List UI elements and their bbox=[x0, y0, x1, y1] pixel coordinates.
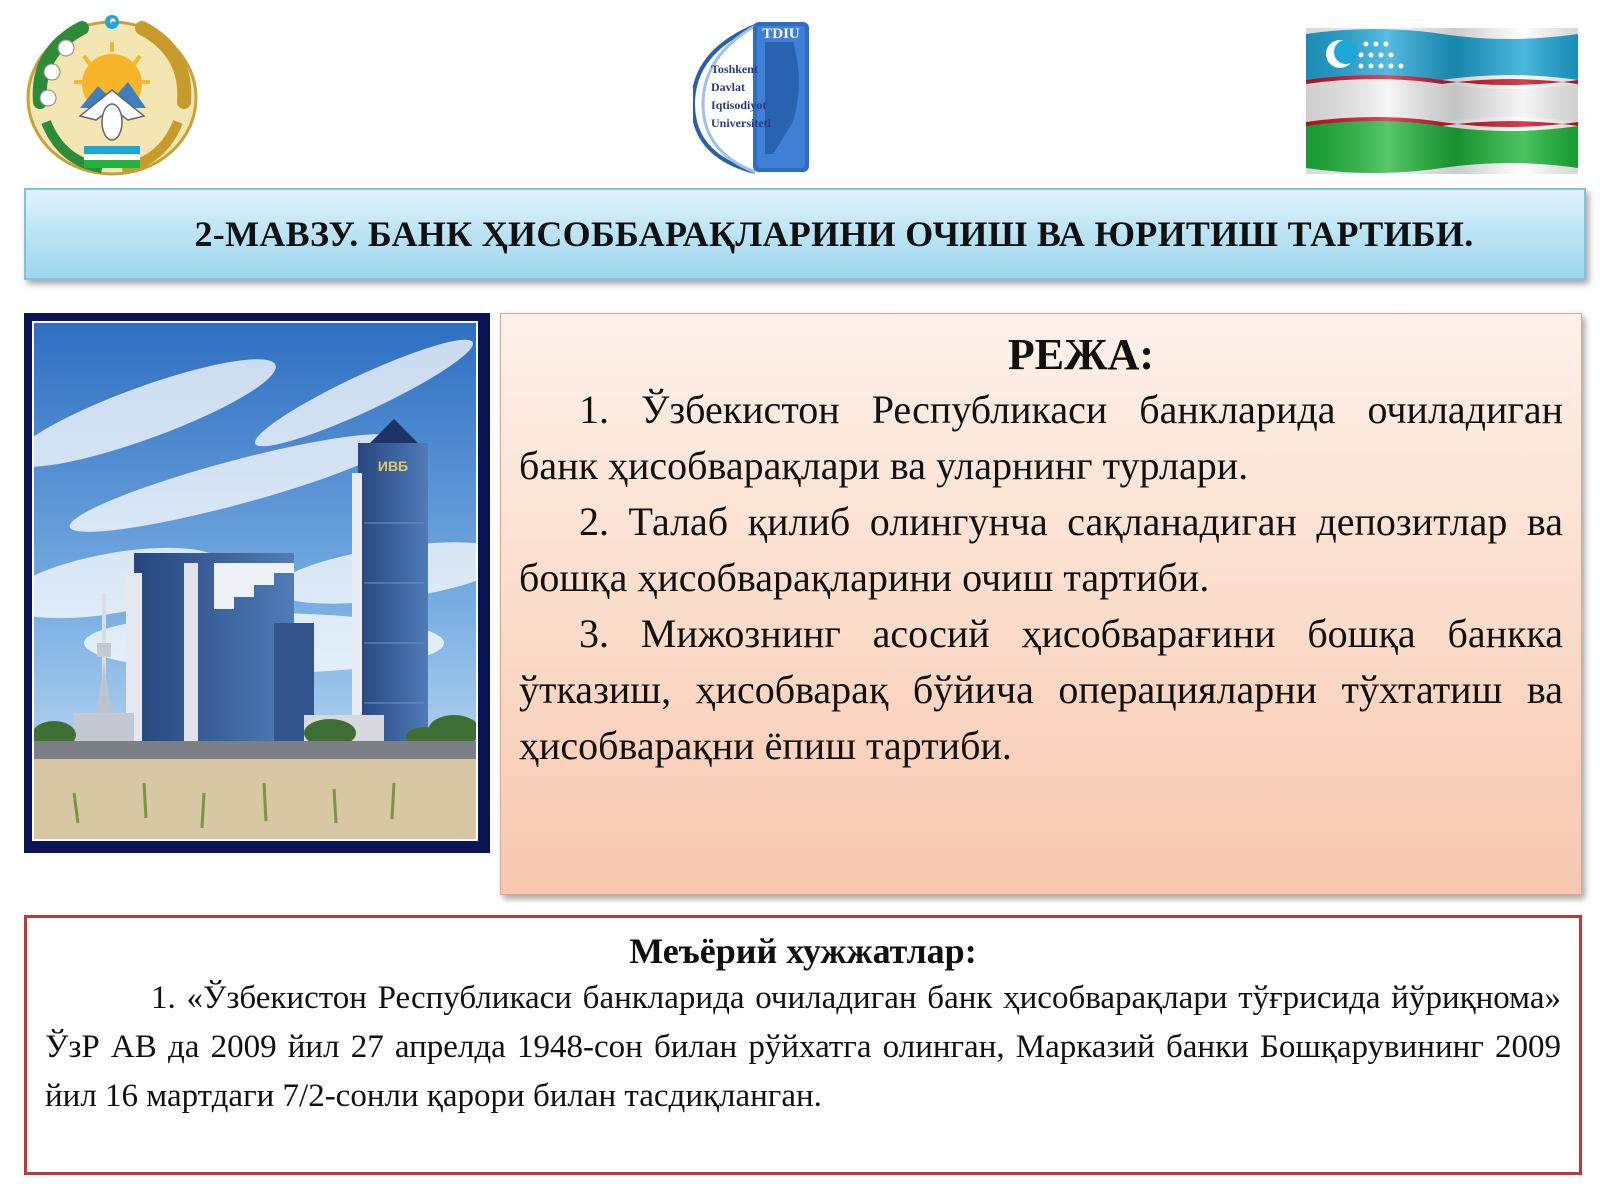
plan-title: РЕЖА: bbox=[1007, 330, 1155, 379]
bank-building-photo-icon bbox=[32, 321, 478, 841]
uzbekistan-flag-icon bbox=[1306, 28, 1578, 174]
university-abbr: TDIU bbox=[762, 26, 800, 42]
university-name-line-2: Davlat bbox=[711, 80, 745, 94]
building-sign: ИВБ bbox=[377, 458, 409, 474]
plan-item-2: 2. Талаб қилиб олингунча сақланадиган депозитлар ва бошқа ҳисобварақларини очиш тартиби. bbox=[519, 499, 1563, 600]
plan-item-3: 3. Мижознинг асосий ҳисобварағини бошқа банкка ўтказиш, ҳисобварақ бўйича операцияларни тўхтатиш ва ҳисобварақни ёпиш тартиби. bbox=[519, 611, 1563, 768]
state-emblem-icon bbox=[22, 12, 202, 180]
bank-photo-frame bbox=[24, 313, 490, 853]
plan-box bbox=[500, 313, 1582, 895]
normative-documents-title: Меъёрий хужжатлар: bbox=[629, 931, 977, 971]
slide-title-band bbox=[24, 188, 1586, 280]
university-name-line-4: Universiteti bbox=[711, 116, 771, 130]
university-name bbox=[711, 60, 771, 132]
slide-title: 2-МАВЗУ. БАНК ҲИСОББАРАҚЛАРИНИ ОЧИШ ВА ЮРИТИШ ТАРТИБИ. bbox=[194, 214, 1474, 254]
normative-documents-box bbox=[24, 915, 1582, 1175]
plan-item-1: 1. Ўзбекистон Республикаси банкларида очиладиган банк ҳисобварақлари ва уларнинг турлари. bbox=[519, 387, 1563, 488]
university-name-line-3: Iqtisodiyot bbox=[711, 98, 767, 112]
university-logo-icon bbox=[693, 22, 833, 178]
university-name-line-1: Toshkent bbox=[711, 62, 758, 76]
normative-document-item-1: 1. «Ўзбекистон Республикаси банкларида очиладиган банк ҳисобварақлари тўғрисида йўриқнома» ЎзР АВ да 2009 йил 27 апрелда 1948-сон билан рўйхатга олинган, Марказий банки Бошқарувининг 2009 йил 16 мартдаги 7/2-сонли қарори билан тасдиқланган. bbox=[45, 980, 1561, 1114]
